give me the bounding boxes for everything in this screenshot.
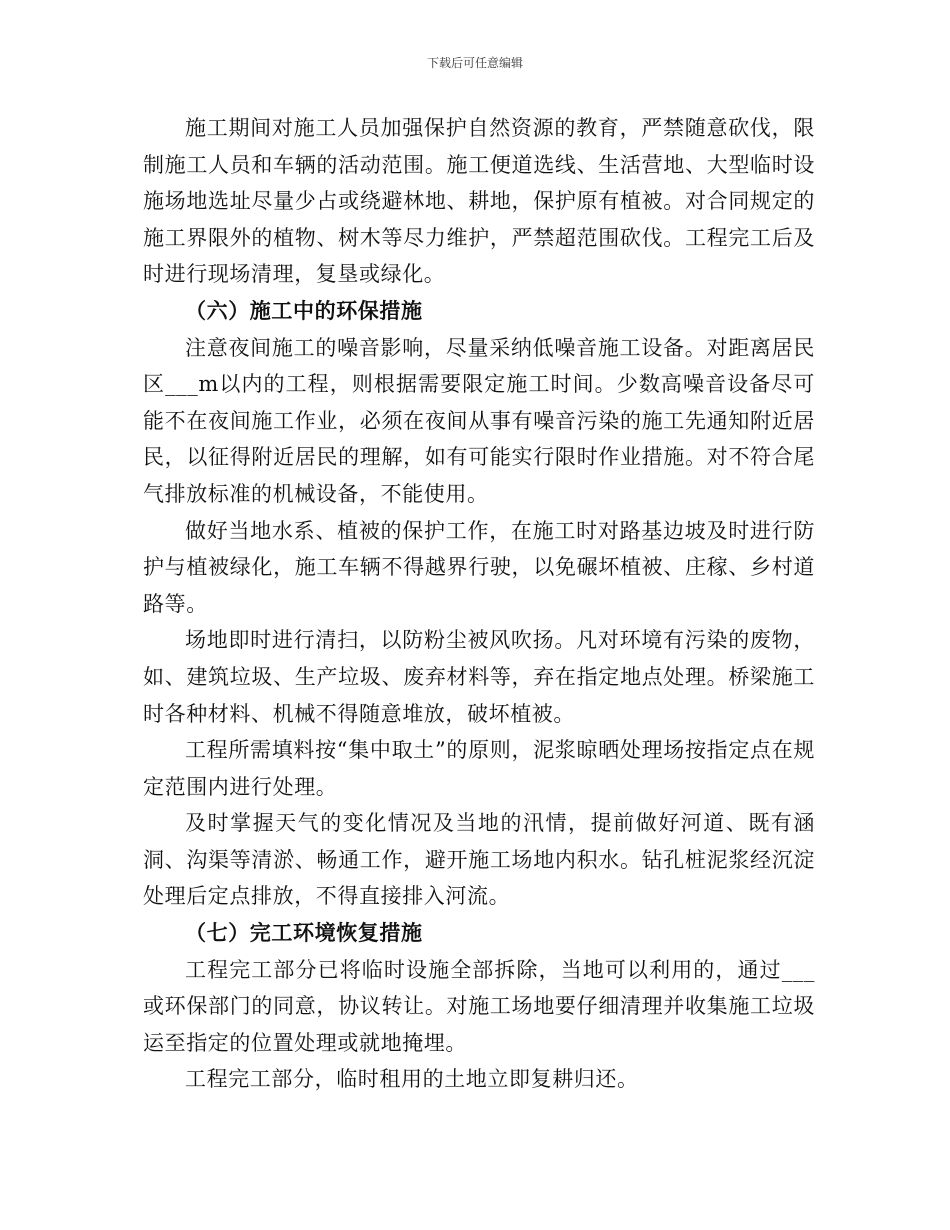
paragraph-resource-protection: 施工期间对施工人员加强保护自然资源的教育，严禁随意砍伐，限制施工人员和车辆的活动范围。施工便道选线、生活营地、大型临时设施场地选址尽量少占或绕避林地、耕地，保护原有植被。对合同规定的施工界限外的植物、树木等尽力维护，严禁超范围砍伐。工程完工后及时进行现场清理，复垦或绿化。 [143,116,815,287]
paragraph-fill-material: 工程所需填料按“集中取土”的原则，泥浆晾晒处理场按指定点在规定范围内进行处理。 [143,738,815,799]
section-heading-6: （六）施工中的环保措施 [185,298,423,323]
paragraph-flood-season: 及时掌握天气的变化情况及当地的汛情，提前做好河道、既有涵洞、沟渠等清淤、畅通工作，避开施工场地内积水。钻孔桩泥浆经沉淀处理后定点排放，不得直接排入河流。 [143,811,815,909]
section-heading-7: （七）完工环境恢复措施 [185,921,423,946]
paragraph-temporary-facilities: 工程完工部分已将临时设施全部拆除，当地可以利用的，通过___或环保部门的同意，协议转让。对施工场地要仔细清理并收集施工垃圾运至指定的位置处理或就地掩埋。 [143,957,815,1055]
paragraph-site-cleaning: 场地即时进行清扫，以防粉尘被风吹扬。凡对环境有污染的废物，如、建筑垃圾、生产垃圾、废弃材料等，弃在指定地点处理。桥梁施工时各种材料、机械不得随意堆放，破坏植被。 [143,628,815,726]
paragraph-land-return: 工程完工部分，临时租用的土地立即复耕归还。 [185,1067,639,1092]
page-header-note: 下载后可任意编辑 [426,56,523,70]
document-body [143,110,815,1098]
paragraph-night-noise: 注意夜间施工的噪音影响，尽量采纳低噪音施工设备。对距离居民区___m以内的工程，则根据需要限定施工时间。少数高噪音设备尽可能不在夜间施工作业，必须在夜间从事有噪音污染的施工先通知附近居民，以征得附近居民的理解，如有可能实行限时作业措施。对不符合尾气排放标准的机械设备，不能使用。 [143,335,815,506]
paragraph-water-vegetation: 做好当地水系、植被的保护工作，在施工时对路基边坡及时进行防护与植被绿化，施工车辆不得越界行驶，以免碾坏植被、庄稼、乡村道路等。 [143,518,815,616]
